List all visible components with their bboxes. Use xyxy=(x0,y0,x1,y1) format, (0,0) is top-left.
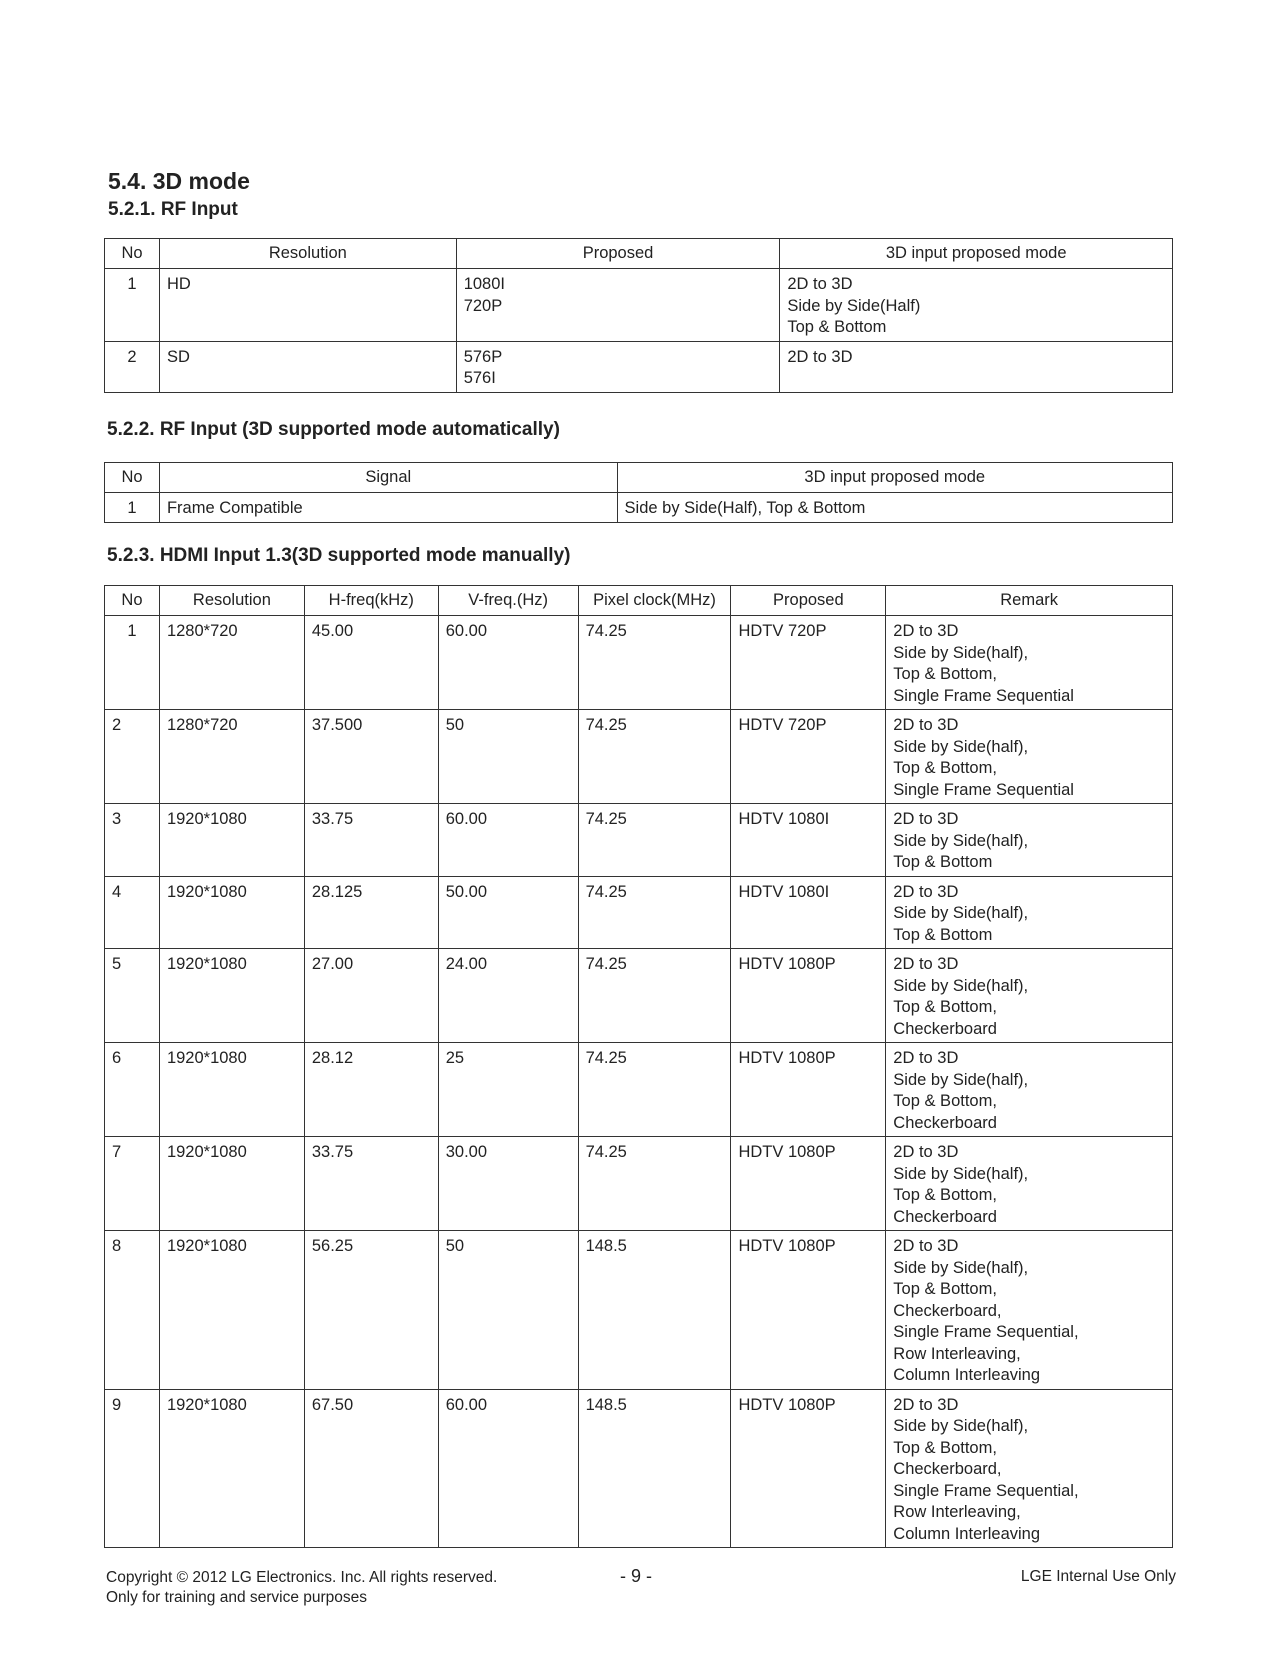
remark-line: 2D to 3D xyxy=(893,622,959,640)
column-header: Resolution xyxy=(159,239,456,269)
copyright-text: Copyright © 2012 LG Electronics. Inc. All rights reserved. xyxy=(106,1569,498,1586)
cell-v-freq: 25 xyxy=(438,1043,578,1137)
column-header: Signal xyxy=(159,463,617,493)
remark-line: Row Interleaving, xyxy=(893,1344,1021,1363)
table-row xyxy=(105,1231,1173,1390)
cell-h-freq: 33.75 xyxy=(304,1137,438,1231)
remark-line: Checkerboard xyxy=(893,1207,997,1226)
cell-h-freq: 56.25 xyxy=(304,1231,438,1390)
remark-line: Top & Bottom, xyxy=(893,665,997,683)
cell-h-freq: 27.00 xyxy=(304,949,438,1043)
table-row xyxy=(105,876,1173,949)
cell-proposed: HDTV 720P xyxy=(731,710,886,804)
column-header: Pixel clock(MHz) xyxy=(578,586,731,616)
cell-pixel-clock: 74.25 xyxy=(578,876,731,949)
remark-line: Side by Side(half), xyxy=(893,1070,1029,1089)
cell-proposed: HDTV 1080P xyxy=(731,1389,886,1548)
cell-no: 3 xyxy=(105,804,160,877)
cell-no: 6 xyxy=(105,1043,160,1137)
cell-remark xyxy=(886,710,1173,804)
cell-resolution: SD xyxy=(159,341,456,392)
cell-resolution: 1920*1080 xyxy=(159,949,304,1043)
remark-line: Top & Bottom xyxy=(893,925,993,944)
table-row xyxy=(105,1389,1173,1548)
column-header: No xyxy=(105,463,160,493)
mode-line: 2D to 3D xyxy=(787,347,853,366)
cell-remark xyxy=(886,876,1173,949)
remark-line: 2D to 3D xyxy=(893,810,959,828)
remark-line: Side by Side(half), xyxy=(893,904,1029,922)
cell-resolution: 1280*720 xyxy=(159,616,304,710)
remark-line: Side by Side(half), xyxy=(893,976,1029,995)
cell-h-freq: 37.500 xyxy=(304,710,438,804)
remark-line: Top & Bottom, xyxy=(893,759,997,777)
remark-line: 2D to 3D xyxy=(893,1143,959,1161)
cell-resolution: 1280*720 xyxy=(159,710,304,804)
cell-resolution: HD xyxy=(159,269,456,342)
remark-line: Top & Bottom, xyxy=(893,1280,997,1298)
cell-remark xyxy=(886,949,1173,1043)
cell-resolution: 1920*1080 xyxy=(159,1137,304,1231)
cell-v-freq: 30.00 xyxy=(438,1137,578,1231)
column-header: No xyxy=(105,586,160,616)
column-header: No xyxy=(105,239,160,269)
cell-resolution: 1920*1080 xyxy=(159,1043,304,1137)
remark-line: Column Interleaving xyxy=(893,1366,1041,1384)
section-title-hdmi-input: 5.2.3. HDMI Input 1.3(3D supported mode manually) xyxy=(107,545,571,566)
remark-line: Side by Side(half), xyxy=(893,1164,1029,1183)
cell-remark xyxy=(886,1043,1173,1137)
remark-line: Column Interleaving xyxy=(893,1524,1041,1543)
remark-line: 2D to 3D xyxy=(893,1237,959,1255)
remark-line: Checkerboard xyxy=(893,1113,997,1132)
cell-pixel-clock: 148.5 xyxy=(578,1389,731,1548)
cell-proposed: HDTV 1080P xyxy=(731,949,886,1043)
remark-line: Side by Side(half), xyxy=(893,1258,1029,1277)
cell-resolution: 1920*1080 xyxy=(159,1389,304,1548)
remark-line: Checkerboard, xyxy=(893,1460,1002,1478)
column-header: V-freq.(Hz) xyxy=(438,586,578,616)
remark-line: 2D to 3D xyxy=(893,716,959,734)
proposed-line: 576P xyxy=(463,347,503,366)
cell-signal: Frame Compatible xyxy=(159,493,617,523)
cell-no: 1 xyxy=(105,493,160,523)
cell-pixel-clock: 74.25 xyxy=(578,804,731,877)
column-header: Remark xyxy=(886,586,1173,616)
cell-remark xyxy=(886,1389,1173,1548)
cell-h-freq: 28.125 xyxy=(304,876,438,949)
rf-input-auto-table xyxy=(104,462,1173,523)
cell-v-freq: 50.00 xyxy=(438,876,578,949)
remark-line: Side by Side(half), xyxy=(893,737,1029,756)
purpose-text: Only for training and service purposes xyxy=(106,1589,368,1606)
remark-line: Checkerboard xyxy=(893,1019,997,1038)
cell-v-freq: 60.00 xyxy=(438,804,578,877)
cell-proposed: HDTV 1080P xyxy=(731,1231,886,1390)
cell-remark xyxy=(886,1231,1173,1390)
cell-proposed: HDTV 1080I xyxy=(731,804,886,877)
hdmi-input-table xyxy=(104,585,1173,1548)
remark-line: 2D to 3D xyxy=(893,882,959,901)
remark-line: Side by Side(half), xyxy=(893,643,1029,662)
remark-line: Single Frame Sequential xyxy=(893,686,1074,705)
proposed-line: 1080I xyxy=(463,275,505,293)
cell-v-freq: 60.00 xyxy=(438,616,578,710)
mode-line: Top & Bottom xyxy=(787,318,887,336)
cell-no: 8 xyxy=(105,1231,160,1390)
section-title-rf-input-auto: 5.2.2. RF Input (3D supported mode automatically) xyxy=(107,419,560,440)
cell-remark xyxy=(886,616,1173,710)
remark-line: Top & Bottom xyxy=(893,853,993,871)
cell-no: 5 xyxy=(105,949,160,1043)
cell-no: 2 xyxy=(105,710,160,804)
table-header-row xyxy=(105,586,1173,616)
cell-v-freq: 50 xyxy=(438,710,578,804)
cell-pixel-clock: 74.25 xyxy=(578,949,731,1043)
proposed-line: 720P xyxy=(463,296,503,315)
cell-no: 9 xyxy=(105,1389,160,1548)
remark-line: Top & Bottom, xyxy=(893,1438,997,1457)
cell-pixel-clock: 148.5 xyxy=(578,1231,731,1390)
mode-line: Side by Side(Half) xyxy=(787,296,921,315)
column-header: Proposed xyxy=(731,586,886,616)
cell-pixel-clock: 74.25 xyxy=(578,1043,731,1137)
cell-proposed xyxy=(456,269,780,342)
mode-line: 2D to 3D xyxy=(787,275,853,293)
table-header-row xyxy=(105,239,1173,269)
column-header: 3D input proposed mode xyxy=(617,463,1172,493)
cell-mode: Side by Side(Half), Top & Bottom xyxy=(617,493,1172,523)
cell-mode xyxy=(780,269,1173,342)
remark-line: 2D to 3D xyxy=(893,1049,959,1067)
cell-h-freq: 33.75 xyxy=(304,804,438,877)
cell-v-freq: 24.00 xyxy=(438,949,578,1043)
table-row xyxy=(105,269,1173,342)
table-row xyxy=(105,493,1173,523)
table-row xyxy=(105,1137,1173,1231)
cell-mode xyxy=(780,341,1173,392)
cell-no: 1 xyxy=(105,269,160,342)
table-row xyxy=(105,804,1173,877)
cell-pixel-clock: 74.25 xyxy=(578,616,731,710)
column-header: Proposed xyxy=(456,239,780,269)
hdmi-table-body xyxy=(105,616,1173,1548)
table-row xyxy=(105,1043,1173,1137)
cell-h-freq: 28.12 xyxy=(304,1043,438,1137)
remark-line: Checkerboard, xyxy=(893,1301,1002,1320)
cell-proposed: HDTV 720P xyxy=(731,616,886,710)
cell-resolution: 1920*1080 xyxy=(159,804,304,877)
table-row xyxy=(105,949,1173,1043)
remark-line: 2D to 3D xyxy=(893,955,959,973)
cell-proposed xyxy=(456,341,780,392)
cell-resolution: 1920*1080 xyxy=(159,1231,304,1390)
footer-left xyxy=(106,1568,497,1608)
remark-line: Top & Bottom, xyxy=(893,1186,997,1204)
cell-remark xyxy=(886,1137,1173,1231)
remark-line: Side by Side(half), xyxy=(893,1417,1029,1435)
cell-no: 4 xyxy=(105,876,160,949)
table-row xyxy=(105,616,1173,710)
cell-resolution: 1920*1080 xyxy=(159,876,304,949)
cell-pixel-clock: 74.25 xyxy=(578,1137,731,1231)
column-header: H-freq(kHz) xyxy=(304,586,438,616)
internal-use-text: LGE Internal Use Only xyxy=(1020,1568,1176,1585)
cell-proposed: HDTV 1080I xyxy=(731,876,886,949)
cell-pixel-clock: 74.25 xyxy=(578,710,731,804)
page-title: 5.4. 3D mode xyxy=(108,168,250,194)
proposed-line: 576I xyxy=(463,369,496,387)
remark-line: Top & Bottom, xyxy=(893,998,997,1016)
rf-input-table xyxy=(104,238,1173,393)
column-header: 3D input proposed mode xyxy=(780,239,1173,269)
cell-proposed: HDTV 1080P xyxy=(731,1043,886,1137)
table-row xyxy=(105,341,1173,392)
cell-h-freq: 67.50 xyxy=(304,1389,438,1548)
cell-no: 2 xyxy=(105,341,160,392)
page-number: - 9 - xyxy=(620,1566,653,1586)
cell-remark xyxy=(886,804,1173,877)
column-header: Resolution xyxy=(159,586,304,616)
remark-line: Side by Side(half), xyxy=(893,831,1029,850)
table-row xyxy=(105,710,1173,804)
table-header-row xyxy=(105,463,1173,493)
remark-line: Row Interleaving, xyxy=(893,1503,1021,1521)
remark-line: Single Frame Sequential, xyxy=(893,1323,1079,1341)
cell-no: 1 xyxy=(105,616,160,710)
remark-line: Top & Bottom, xyxy=(893,1092,997,1110)
cell-v-freq: 50 xyxy=(438,1231,578,1390)
cell-proposed: HDTV 1080P xyxy=(731,1137,886,1231)
remark-line: Single Frame Sequential, xyxy=(893,1481,1079,1500)
remark-line: 2D to 3D xyxy=(893,1395,959,1414)
cell-h-freq: 45.00 xyxy=(304,616,438,710)
cell-no: 7 xyxy=(105,1137,160,1231)
section-title-rf-input: 5.2.1. RF Input xyxy=(108,199,238,220)
remark-line: Single Frame Sequential xyxy=(893,780,1074,799)
cell-v-freq: 60.00 xyxy=(438,1389,578,1548)
